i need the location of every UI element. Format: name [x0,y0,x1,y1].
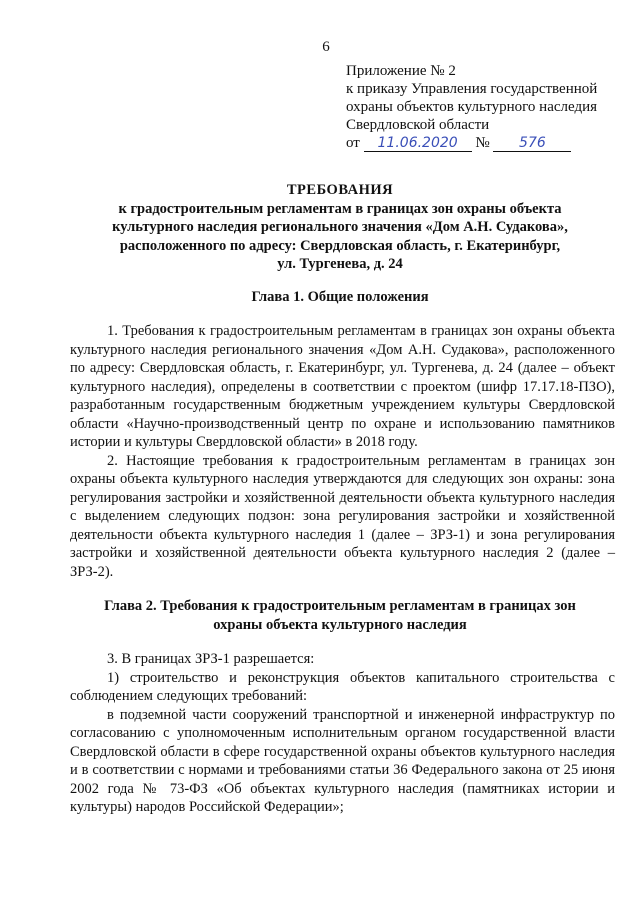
appendix-line: Приложение № 2 [346,63,456,79]
page-number: 6 [322,39,330,55]
handwritten-number: 576 [493,135,571,152]
paragraph: в подземной части сооружений транспортной и инженерной инфраструктур по согласованию с уполномоченным исполнительным органом государственной власти Свердловской области в сфере государственной охраны объектов культурного наследия и в соответствии с нормами и требованиями статьи 36 Федерального закона от 25 июня 2002 года № 73-ФЗ «Об объектах культурного наследия (памятниках истории и культуры) народов Российской Федерации»; [70,706,615,815]
number-prefix: № [475,135,490,151]
appendix-line: к приказу Управления государственной [346,81,598,97]
handwritten-date: 11.06.2020 [364,135,472,152]
appendix-date-number-line [346,134,626,152]
chapter-2-heading-line: Глава 2. Требования к градостроительным регламентам в границах зон [104,598,576,614]
title-line: культурного наследия регионального значения «Дом А.Н. Судакова», [112,219,568,235]
title-line: ул. Тургенева, д. 24 [277,256,403,272]
appendix-line: Свердловской области [346,117,490,133]
chapter-1-body [70,322,615,581]
paragraph: 2. Настоящие требования к градостроительным регламентам в границах зон охраны объекта культурного наследия утверждаются для следующих зон охраны: зона регулирования застройки и хозяйственной деятельности объекта культурного наследия с выделением следующих подзон: зона регулирования застройки и хозяйственной деятельности объекта культурного наследия 1 (далее – ЗРЗ-1) и зона регулирования застройки и хозяйственной деятельности объекта культурного наследия 2 (далее – ЗРЗ-2). [70,452,615,580]
paragraph: 1. Требования к градостроительным регламентам в границах зон охраны объекта культурного наследия регионального значения «Дом А.Н. Судакова», расположенного по адресу: Свердловская область, г. Екатеринбург, ул. Тургенева, д. 24 (далее – объект культурного наследия), определены в соответствии с проектом (шифр 17.17.18-ПЗО), разработанным государственным бюджетным учреждением культуры Свердловской области «Научно-производственный центр по охране и использованию памятников истории и культуры Свердловской области» в 2018 году. [70,323,615,450]
chapter-2-body [70,650,615,817]
chapter-2-heading-line: охраны объекта культурного наследия [213,617,467,633]
title-main: ТРЕБОВАНИЯ [286,182,394,198]
date-prefix: от [346,135,360,151]
appendix-header [346,62,626,152]
chapter-1-heading: Глава 1. Общие положения [251,289,429,305]
paragraph: 3. В границах ЗРЗ-1 разрешается: [107,651,315,667]
title-line: к градостроительным регламентам в границах зон охраны объекта [118,200,562,217]
appendix-line: охраны объектов культурного наследия [346,99,598,115]
paragraph: 1) строительство и реконструкция объектов капитального строительства с соблюдением следующих требований: [70,669,615,704]
chapter-2-heading [70,597,610,635]
title-line: расположенного по адресу: Свердловская область, г. Екатеринбург, [119,237,561,254]
document-title [70,181,610,274]
